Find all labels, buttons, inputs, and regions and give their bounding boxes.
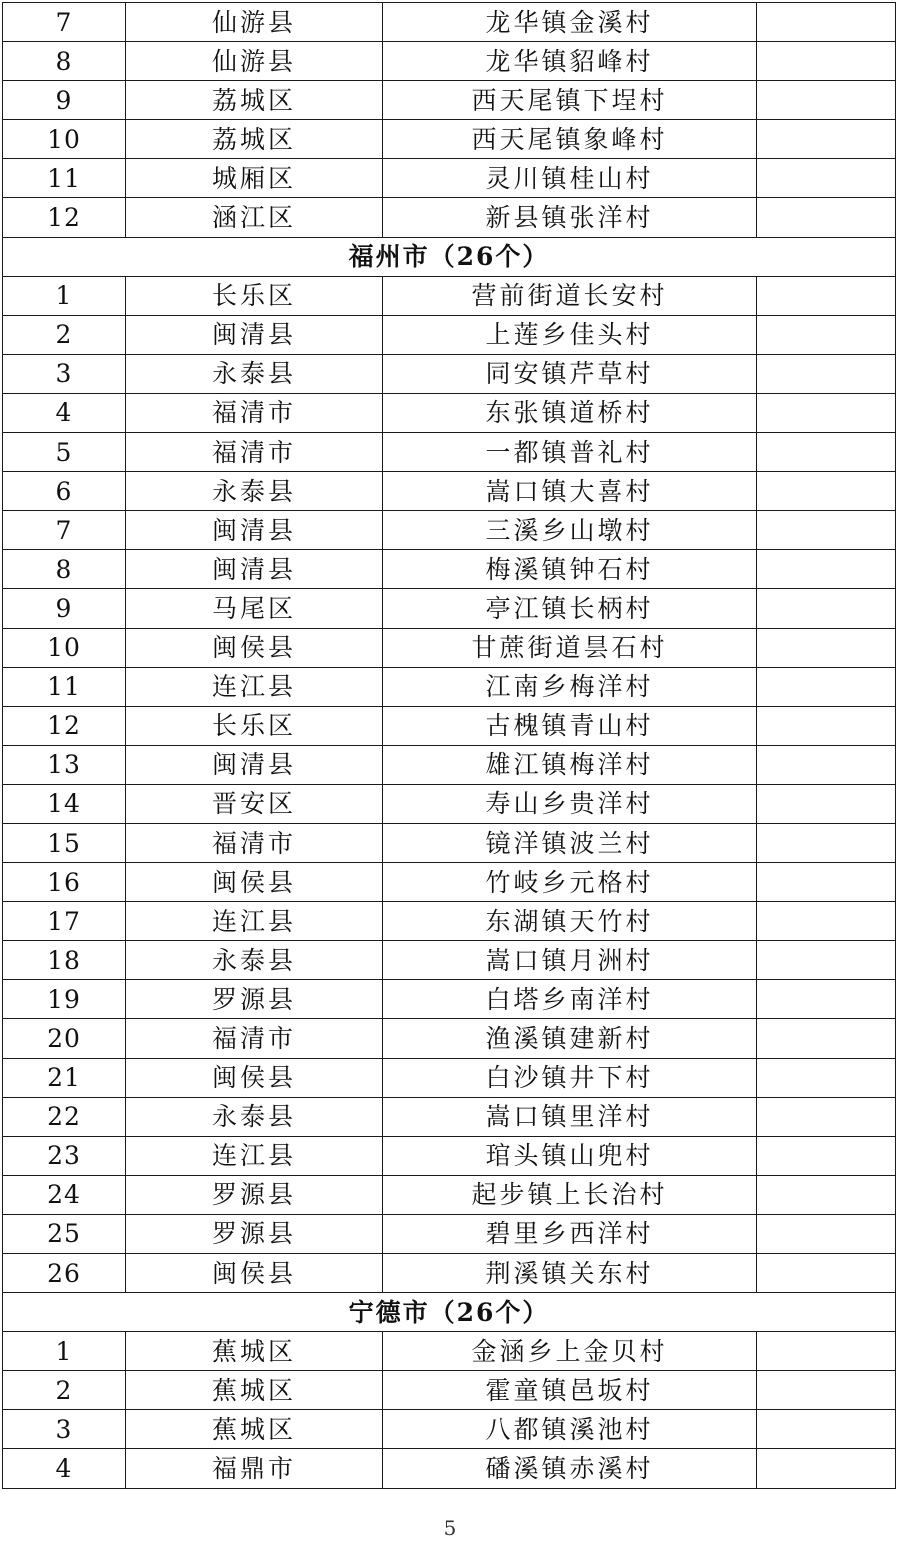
village-cell: 西天尾镇象峰村 xyxy=(383,120,757,159)
note-cell xyxy=(757,1097,896,1136)
county-cell: 城厢区 xyxy=(126,159,383,198)
table-row xyxy=(3,1097,896,1136)
note-cell xyxy=(757,1214,896,1253)
row-number-cell: 22 xyxy=(3,1097,126,1136)
county-cell: 罗源县 xyxy=(126,1214,383,1253)
note-cell xyxy=(757,1058,896,1097)
note-cell xyxy=(757,315,896,354)
table-row xyxy=(3,159,896,198)
row-number-cell: 11 xyxy=(3,667,126,706)
county-cell: 闽清县 xyxy=(126,745,383,784)
table-row xyxy=(3,393,896,432)
city-section-header xyxy=(3,237,896,276)
note-cell xyxy=(757,120,896,159)
note-cell xyxy=(757,198,896,237)
village-cell: 同安镇芹草村 xyxy=(383,354,757,393)
table-row xyxy=(3,315,896,354)
village-cell: 嵩口镇大喜村 xyxy=(383,472,757,511)
county-cell: 闽清县 xyxy=(126,511,383,550)
village-cell: 营前街道长安村 xyxy=(383,276,757,315)
county-cell: 永泰县 xyxy=(126,1097,383,1136)
county-cell: 闽侯县 xyxy=(126,863,383,902)
table-row xyxy=(3,1214,896,1253)
table-row xyxy=(3,706,896,745)
county-cell: 晋安区 xyxy=(126,784,383,823)
row-number-cell: 5 xyxy=(3,433,126,472)
county-cell: 福清市 xyxy=(126,823,383,862)
village-cell: 竹岐乡元格村 xyxy=(383,863,757,902)
row-number-cell: 17 xyxy=(3,902,126,941)
table-body xyxy=(3,3,896,1489)
county-cell: 长乐区 xyxy=(126,706,383,745)
village-cell: 古槐镇青山村 xyxy=(383,706,757,745)
village-cell: 雄江镇梅洋村 xyxy=(383,745,757,784)
row-number-cell: 12 xyxy=(3,706,126,745)
village-cell: 梅溪镇钟石村 xyxy=(383,550,757,589)
village-cell: 渔溪镇建新村 xyxy=(383,1019,757,1058)
village-cell: 西天尾镇下埕村 xyxy=(383,81,757,120)
table-row xyxy=(3,628,896,667)
table-row xyxy=(3,941,896,980)
note-cell xyxy=(757,1136,896,1175)
note-cell xyxy=(757,1019,896,1058)
row-number-cell: 1 xyxy=(3,1332,126,1371)
table-row xyxy=(3,745,896,784)
note-cell xyxy=(757,628,896,667)
table-row xyxy=(3,433,896,472)
row-number-cell: 15 xyxy=(3,823,126,862)
row-number-cell: 2 xyxy=(3,315,126,354)
table-row xyxy=(3,1254,896,1293)
row-number-cell: 6 xyxy=(3,472,126,511)
table-row xyxy=(3,1410,896,1449)
note-cell xyxy=(757,902,896,941)
row-number-cell: 8 xyxy=(3,550,126,589)
table-row xyxy=(3,550,896,589)
table-row xyxy=(3,1371,896,1410)
row-number-cell: 14 xyxy=(3,784,126,823)
note-cell xyxy=(757,81,896,120)
note-cell xyxy=(757,1175,896,1214)
note-cell xyxy=(757,980,896,1019)
village-cell: 东张镇道桥村 xyxy=(383,393,757,432)
county-cell: 福鼎市 xyxy=(126,1449,383,1488)
table-row xyxy=(3,42,896,81)
village-cell: 镜洋镇波兰村 xyxy=(383,823,757,862)
row-number-cell: 4 xyxy=(3,393,126,432)
row-number-cell: 7 xyxy=(3,3,126,42)
note-cell xyxy=(757,589,896,628)
village-cell: 一都镇普礼村 xyxy=(383,433,757,472)
village-cell: 荆溪镇关东村 xyxy=(383,1254,757,1293)
table-row xyxy=(3,1332,896,1371)
county-cell: 荔城区 xyxy=(126,81,383,120)
table-row xyxy=(3,667,896,706)
county-cell: 连江县 xyxy=(126,1136,383,1175)
county-cell: 蕉城区 xyxy=(126,1371,383,1410)
table-row xyxy=(3,823,896,862)
county-cell: 闽侯县 xyxy=(126,628,383,667)
village-cell: 八都镇溪池村 xyxy=(383,1410,757,1449)
village-cell: 新县镇张洋村 xyxy=(383,198,757,237)
note-cell xyxy=(757,1371,896,1410)
county-cell: 永泰县 xyxy=(126,472,383,511)
row-number-cell: 3 xyxy=(3,354,126,393)
county-cell: 罗源县 xyxy=(126,980,383,1019)
note-cell xyxy=(757,1254,896,1293)
note-cell xyxy=(757,550,896,589)
table-row xyxy=(3,589,896,628)
village-list-table xyxy=(2,2,896,1489)
village-cell: 碧里乡西洋村 xyxy=(383,1214,757,1253)
county-cell: 罗源县 xyxy=(126,1175,383,1214)
row-number-cell: 10 xyxy=(3,120,126,159)
row-number-cell: 10 xyxy=(3,628,126,667)
row-number-cell: 19 xyxy=(3,980,126,1019)
village-cell: 龙华镇金溪村 xyxy=(383,3,757,42)
county-cell: 闽侯县 xyxy=(126,1058,383,1097)
table-row xyxy=(3,1175,896,1214)
county-cell: 福清市 xyxy=(126,393,383,432)
county-cell: 永泰县 xyxy=(126,941,383,980)
note-cell xyxy=(757,276,896,315)
note-cell xyxy=(757,42,896,81)
village-cell: 霍童镇邑坂村 xyxy=(383,1371,757,1410)
note-cell xyxy=(757,706,896,745)
note-cell xyxy=(757,1332,896,1371)
village-cell: 磻溪镇赤溪村 xyxy=(383,1449,757,1488)
county-cell: 连江县 xyxy=(126,667,383,706)
county-cell: 蕉城区 xyxy=(126,1332,383,1371)
village-cell: 灵川镇桂山村 xyxy=(383,159,757,198)
village-cell: 琯头镇山兜村 xyxy=(383,1136,757,1175)
table-row xyxy=(3,980,896,1019)
county-cell: 荔城区 xyxy=(126,120,383,159)
row-number-cell: 3 xyxy=(3,1410,126,1449)
note-cell xyxy=(757,393,896,432)
county-cell: 涵江区 xyxy=(126,198,383,237)
row-number-cell: 2 xyxy=(3,1371,126,1410)
table-row xyxy=(3,1058,896,1097)
row-number-cell: 11 xyxy=(3,159,126,198)
note-cell xyxy=(757,941,896,980)
village-cell: 白塔乡南洋村 xyxy=(383,980,757,1019)
row-number-cell: 21 xyxy=(3,1058,126,1097)
note-cell xyxy=(757,1410,896,1449)
city-section-title: 宁德市（26个） xyxy=(3,1293,896,1332)
table-row xyxy=(3,784,896,823)
village-cell: 江南乡梅洋村 xyxy=(383,667,757,706)
village-cell: 白沙镇井下村 xyxy=(383,1058,757,1097)
village-cell: 嵩口镇里洋村 xyxy=(383,1097,757,1136)
note-cell xyxy=(757,667,896,706)
table-row xyxy=(3,198,896,237)
page-number: 5 xyxy=(443,1516,457,1540)
table-row xyxy=(3,1449,896,1488)
note-cell xyxy=(757,863,896,902)
village-cell: 寿山乡贵洋村 xyxy=(383,784,757,823)
row-number-cell: 1 xyxy=(3,276,126,315)
row-number-cell: 16 xyxy=(3,863,126,902)
row-number-cell: 18 xyxy=(3,941,126,980)
county-cell: 闽清县 xyxy=(126,315,383,354)
county-cell: 福清市 xyxy=(126,1019,383,1058)
note-cell xyxy=(757,511,896,550)
county-cell: 马尾区 xyxy=(126,589,383,628)
village-cell: 嵩口镇月洲村 xyxy=(383,941,757,980)
city-section-title: 福州市（26个） xyxy=(3,237,896,276)
note-cell xyxy=(757,784,896,823)
county-cell: 长乐区 xyxy=(126,276,383,315)
table-row xyxy=(3,863,896,902)
table-row xyxy=(3,472,896,511)
village-cell: 东湖镇天竹村 xyxy=(383,902,757,941)
row-number-cell: 9 xyxy=(3,589,126,628)
table-row xyxy=(3,354,896,393)
table-row xyxy=(3,3,896,42)
note-cell xyxy=(757,354,896,393)
note-cell xyxy=(757,1449,896,1488)
note-cell xyxy=(757,3,896,42)
note-cell xyxy=(757,472,896,511)
county-cell: 仙游县 xyxy=(126,42,383,81)
county-cell: 福清市 xyxy=(126,433,383,472)
row-number-cell: 12 xyxy=(3,198,126,237)
row-number-cell: 4 xyxy=(3,1449,126,1488)
table-row xyxy=(3,1019,896,1058)
row-number-cell: 13 xyxy=(3,745,126,784)
row-number-cell: 9 xyxy=(3,81,126,120)
village-cell: 甘蔗街道昙石村 xyxy=(383,628,757,667)
village-cell: 上莲乡佳头村 xyxy=(383,315,757,354)
row-number-cell: 7 xyxy=(3,511,126,550)
row-number-cell: 23 xyxy=(3,1136,126,1175)
village-cell: 金涵乡上金贝村 xyxy=(383,1332,757,1371)
county-cell: 闽清县 xyxy=(126,550,383,589)
village-cell: 龙华镇貂峰村 xyxy=(383,42,757,81)
row-number-cell: 8 xyxy=(3,42,126,81)
county-cell: 仙游县 xyxy=(126,3,383,42)
table-row xyxy=(3,1136,896,1175)
table-row xyxy=(3,902,896,941)
county-cell: 闽侯县 xyxy=(126,1254,383,1293)
note-cell xyxy=(757,745,896,784)
county-cell: 永泰县 xyxy=(126,354,383,393)
row-number-cell: 25 xyxy=(3,1214,126,1253)
row-number-cell: 24 xyxy=(3,1175,126,1214)
table-row xyxy=(3,511,896,550)
village-cell: 起步镇上长治村 xyxy=(383,1175,757,1214)
table-row xyxy=(3,81,896,120)
city-section-header xyxy=(3,1293,896,1332)
note-cell xyxy=(757,433,896,472)
table-row xyxy=(3,276,896,315)
row-number-cell: 20 xyxy=(3,1019,126,1058)
note-cell xyxy=(757,823,896,862)
table-row xyxy=(3,120,896,159)
village-cell: 亭江镇长柄村 xyxy=(383,589,757,628)
note-cell xyxy=(757,159,896,198)
county-cell: 连江县 xyxy=(126,902,383,941)
row-number-cell: 26 xyxy=(3,1254,126,1293)
county-cell: 蕉城区 xyxy=(126,1410,383,1449)
village-cell: 三溪乡山墩村 xyxy=(383,511,757,550)
